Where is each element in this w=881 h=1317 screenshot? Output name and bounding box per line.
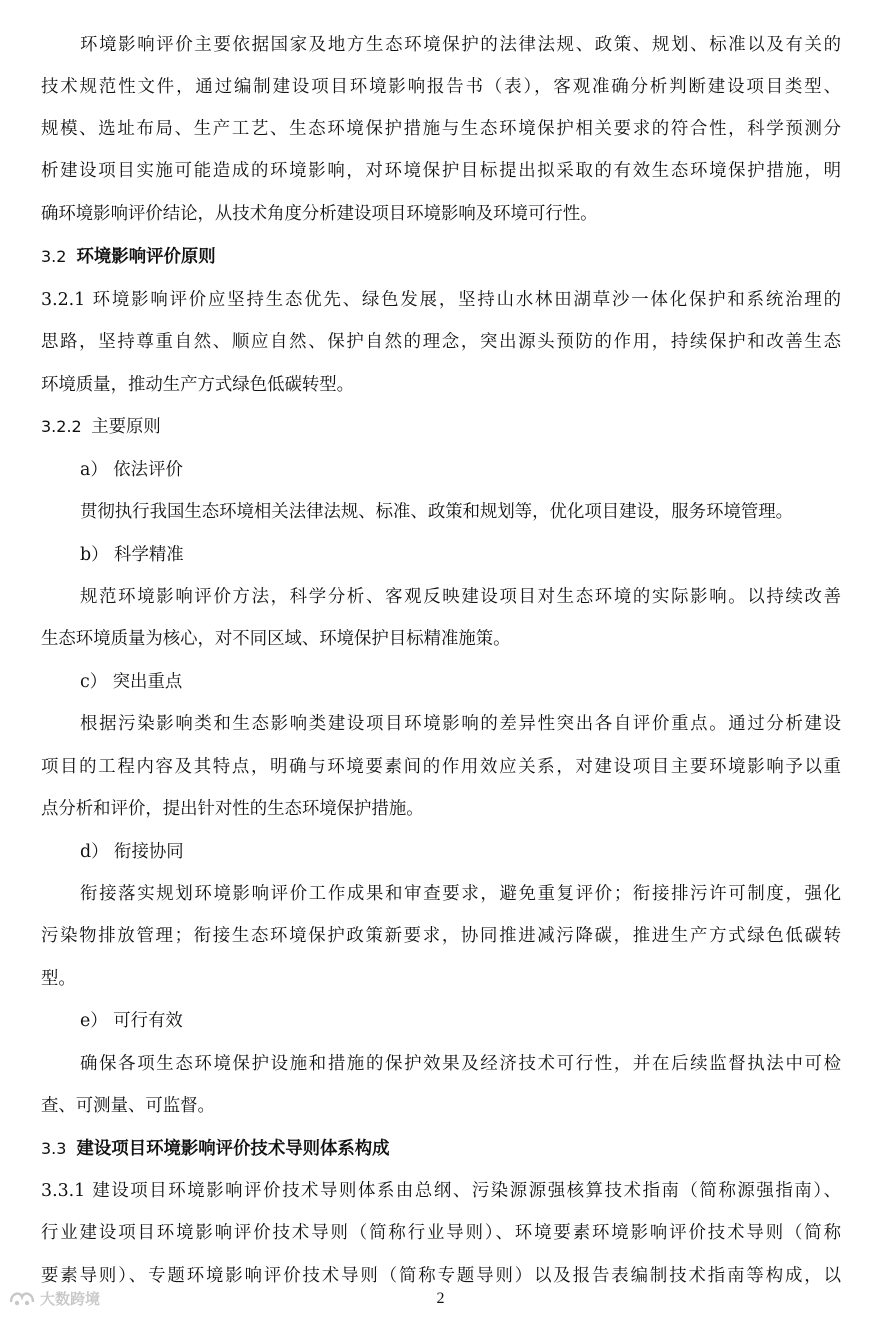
- principle-label: a） 依法评价: [80, 460, 183, 480]
- principle-text: 确保各项生态环境保护设施和措施的保护效果及经济技术可行性，并在后续监督执法中可检: [80, 1054, 841, 1074]
- clause-3-2-1-line: 3.2.1 环境影响评价应坚持生态优先、绿色发展，坚持山水林田湖草沙一体化保护和系统治理的: [41, 290, 841, 310]
- section-title: 建设项目环境影响评价技术导则体系构成: [76, 1139, 390, 1159]
- clause-3-3-1-line: 要素导则）、专题环境影响评价技术导则（简称专题导则）以及报告表编制技术指南等构成，以: [41, 1266, 841, 1286]
- clause-3-2-1-line: 思路，坚持尊重自然、顺应自然、保护自然的理念，突出源头预防的作用，持续保护和改善生态: [41, 332, 841, 352]
- watermark-text: 大数跨境: [40, 1289, 101, 1308]
- section-number: 3.3: [41, 1139, 67, 1158]
- intro-line: 环境影响评价主要依据国家及地方生态环境保护的法律法规、政策、规划、标准以及有关的: [80, 35, 841, 55]
- principle-text: 根据污染影响类和生态影响类建设项目环境影响的差异性突出各自评价重点。通过分析建设: [80, 714, 841, 734]
- clause-3-2-2-heading: [41, 416, 841, 438]
- clause-title: 主要原则: [91, 417, 161, 437]
- principle-text: 点分析和评价，提出针对性的生态环境保护措施。: [41, 799, 424, 819]
- principle-label: d） 衔接协同: [80, 842, 184, 862]
- principle-text: 项目的工程内容及其特点，明确与环境要素间的作用效应关系，对建设项目主要环境影响予以重: [41, 757, 841, 777]
- principle-label: e） 可行有效: [80, 1011, 183, 1031]
- section-heading-3-2: [41, 246, 841, 268]
- principle-text: 衔接落实规划环境影响评价工作成果和审查要求，避免重复评价；衔接排污许可制度，强化: [80, 884, 841, 904]
- clause-3-3-1-line: 行业建设项目环境影响评价技术导则（简称行业导则）、环境要素环境影响评价技术导则（简称: [41, 1223, 841, 1243]
- clause-number: 3.2.2: [41, 417, 82, 436]
- principle-text: 规范环境影响评价方法，科学分析、客观反映建设项目对生态环境的实际影响。以持续改善: [80, 587, 841, 607]
- section-heading-3-3: [41, 1138, 841, 1160]
- intro-line: 规模、选址布局、生产工艺、生态环境保护措施与生态环境保护相关要求的符合性，科学预测分: [41, 119, 841, 139]
- principle-text: 查、可测量、可监督。: [41, 1096, 215, 1116]
- principle-text: 型。: [41, 969, 76, 989]
- principle-label: c） 突出重点: [80, 672, 183, 692]
- principle-text: 污染物排放管理；衔接生态环境保护政策新要求，协同推进减污降碳，推进生产方式绿色低碳转: [41, 926, 841, 946]
- principle-text: 生态环境质量为核心，对不同区域、环境保护目标精准施策。: [41, 629, 511, 649]
- clause-3-2-1-line: 环境质量，推动生产方式绿色低碳转型。: [41, 375, 355, 395]
- principle-text: 贯彻执行我国生态环境相关法律法规、标准、政策和规划等，优化项目建设，服务环境管理。: [80, 502, 794, 522]
- intro-line: 技术规范性文件，通过编制建设项目环境影响报告书（表），客观准确分析判断建设项目类型、: [41, 77, 841, 97]
- intro-line: 确环境影响评价结论，从技术角度分析建设项目环境影响及环境可行性。: [41, 204, 598, 224]
- intro-line: 析建设项目实施可能造成的环境影响，对环境保护目标提出拟采取的有效生态环境保护措施，明: [41, 161, 841, 181]
- section-title: 环境影响评价原则: [76, 247, 216, 267]
- clause-3-3-1-line: 3.3.1 建设项目环境影响评价技术导则体系由总纲、污染源源强核算技术指南（简称源强指南）、: [41, 1181, 841, 1201]
- page-number: 2: [436, 1290, 445, 1307]
- section-number: 3.2: [41, 247, 67, 266]
- principle-label: b） 科学精准: [80, 545, 184, 565]
